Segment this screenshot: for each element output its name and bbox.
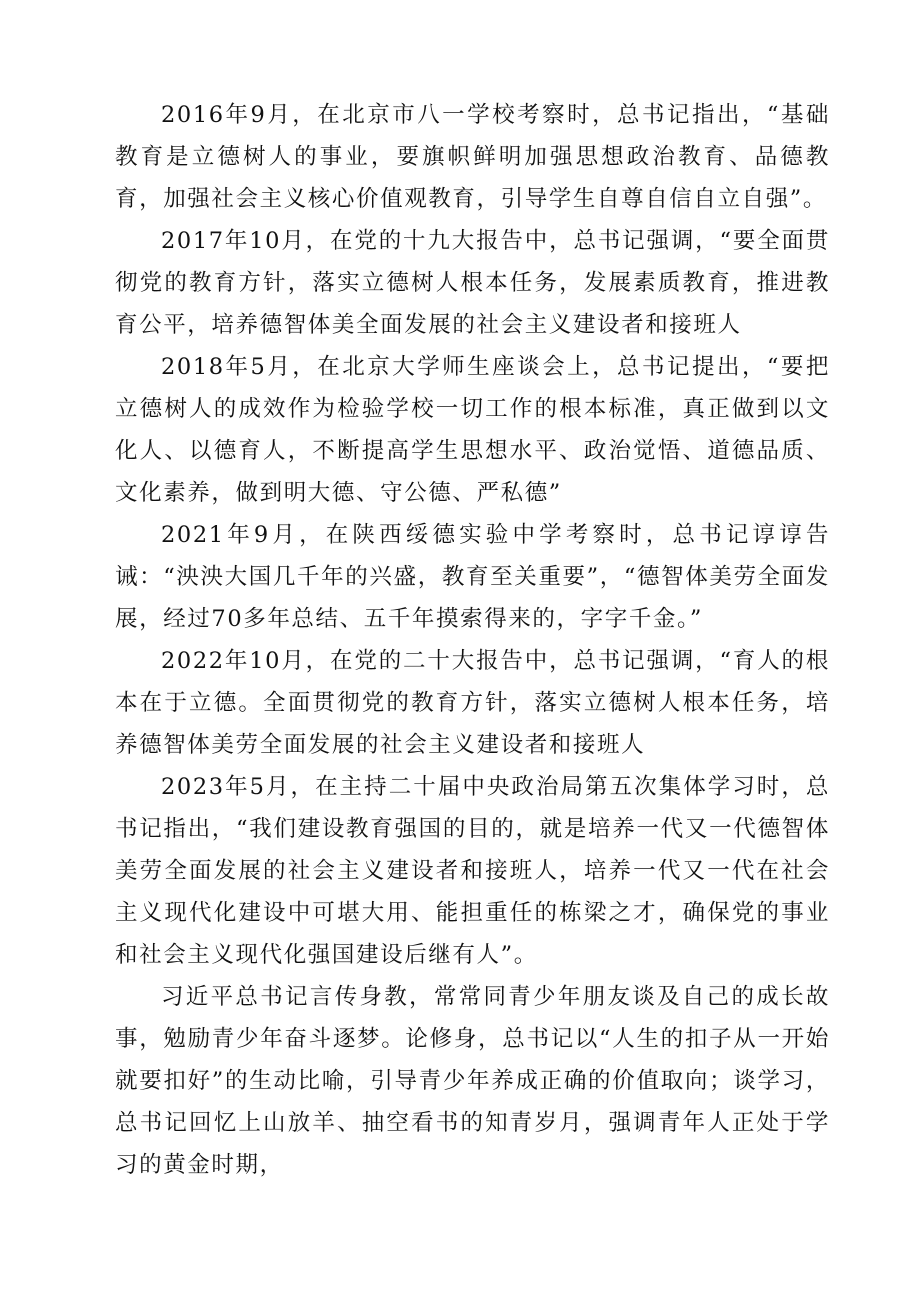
paragraph-2016: 2016年9月，在北京市八一学校考察时，总书记指出，“基础教育是立德树人的事业，要旗帜鲜明加强思想政治教育、品德教育，加强社会主义核心价值观教育，引导学生自尊自信自立自强”。 [115,102,830,212]
paragraph-2022: 2022年10月，在党的二十大报告中，总书记强调，“育人的根本在于立德。全面贯彻党的教育方针，落实立德树人根本任务，培养德智体美劳全面发展的社会主义建设者和接班人 [115,648,830,758]
paragraph-growth-stories: 习近平总书记言传身教，常常同青少年朋友谈及自己的成长故事，勉励青少年奋斗逐梦。论修身，总书记以“人生的扣子从一开始就要扣好”的生动比喻，引导青少年养成正确的价值取向；谈学习，总书记回忆上山放羊、抽空看书的知青岁月，强调青年人正处于学习的黄金时期， [115,984,830,1178]
paragraph-2021: 2021年9月，在陕西绥德实验中学考察时，总书记谆谆告诫：“泱泱大国几千年的兴盛，教育至关重要”，“德智体美劳全面发展，经过70多年总结、五千年摸索得来的，字字千金。” [115,522,830,632]
paragraph-2018: 2018年5月，在北京大学师生座谈会上，总书记提出，“要把立德树人的成效作为检验学校一切工作的根本标准，真正做到以文化人、以德育人，不断提高学生思想水平、政治觉悟、道德品质、文化素养，做到明大德、守公德、严私德” [115,354,830,506]
paragraph-2017: 2017年10月，在党的十九大报告中，总书记强调，“要全面贯彻党的教育方针，落实立德树人根本任务，发展素质教育，推进教育公平，培养德智体美全面发展的社会主义建设者和接班人 [115,228,830,338]
paragraph-2023: 2023年5月，在主持二十届中央政治局第五次集体学习时，总书记指出，“我们建设教育强国的目的，就是培养一代又一代德智体美劳全面发展的社会主义建设者和接班人，培养一代又一代在社会主义现代化建设中可堪大用、能担重任的栋梁之才，确保党的事业和社会主义现代化强国建设后继有人”。 [115,774,830,968]
